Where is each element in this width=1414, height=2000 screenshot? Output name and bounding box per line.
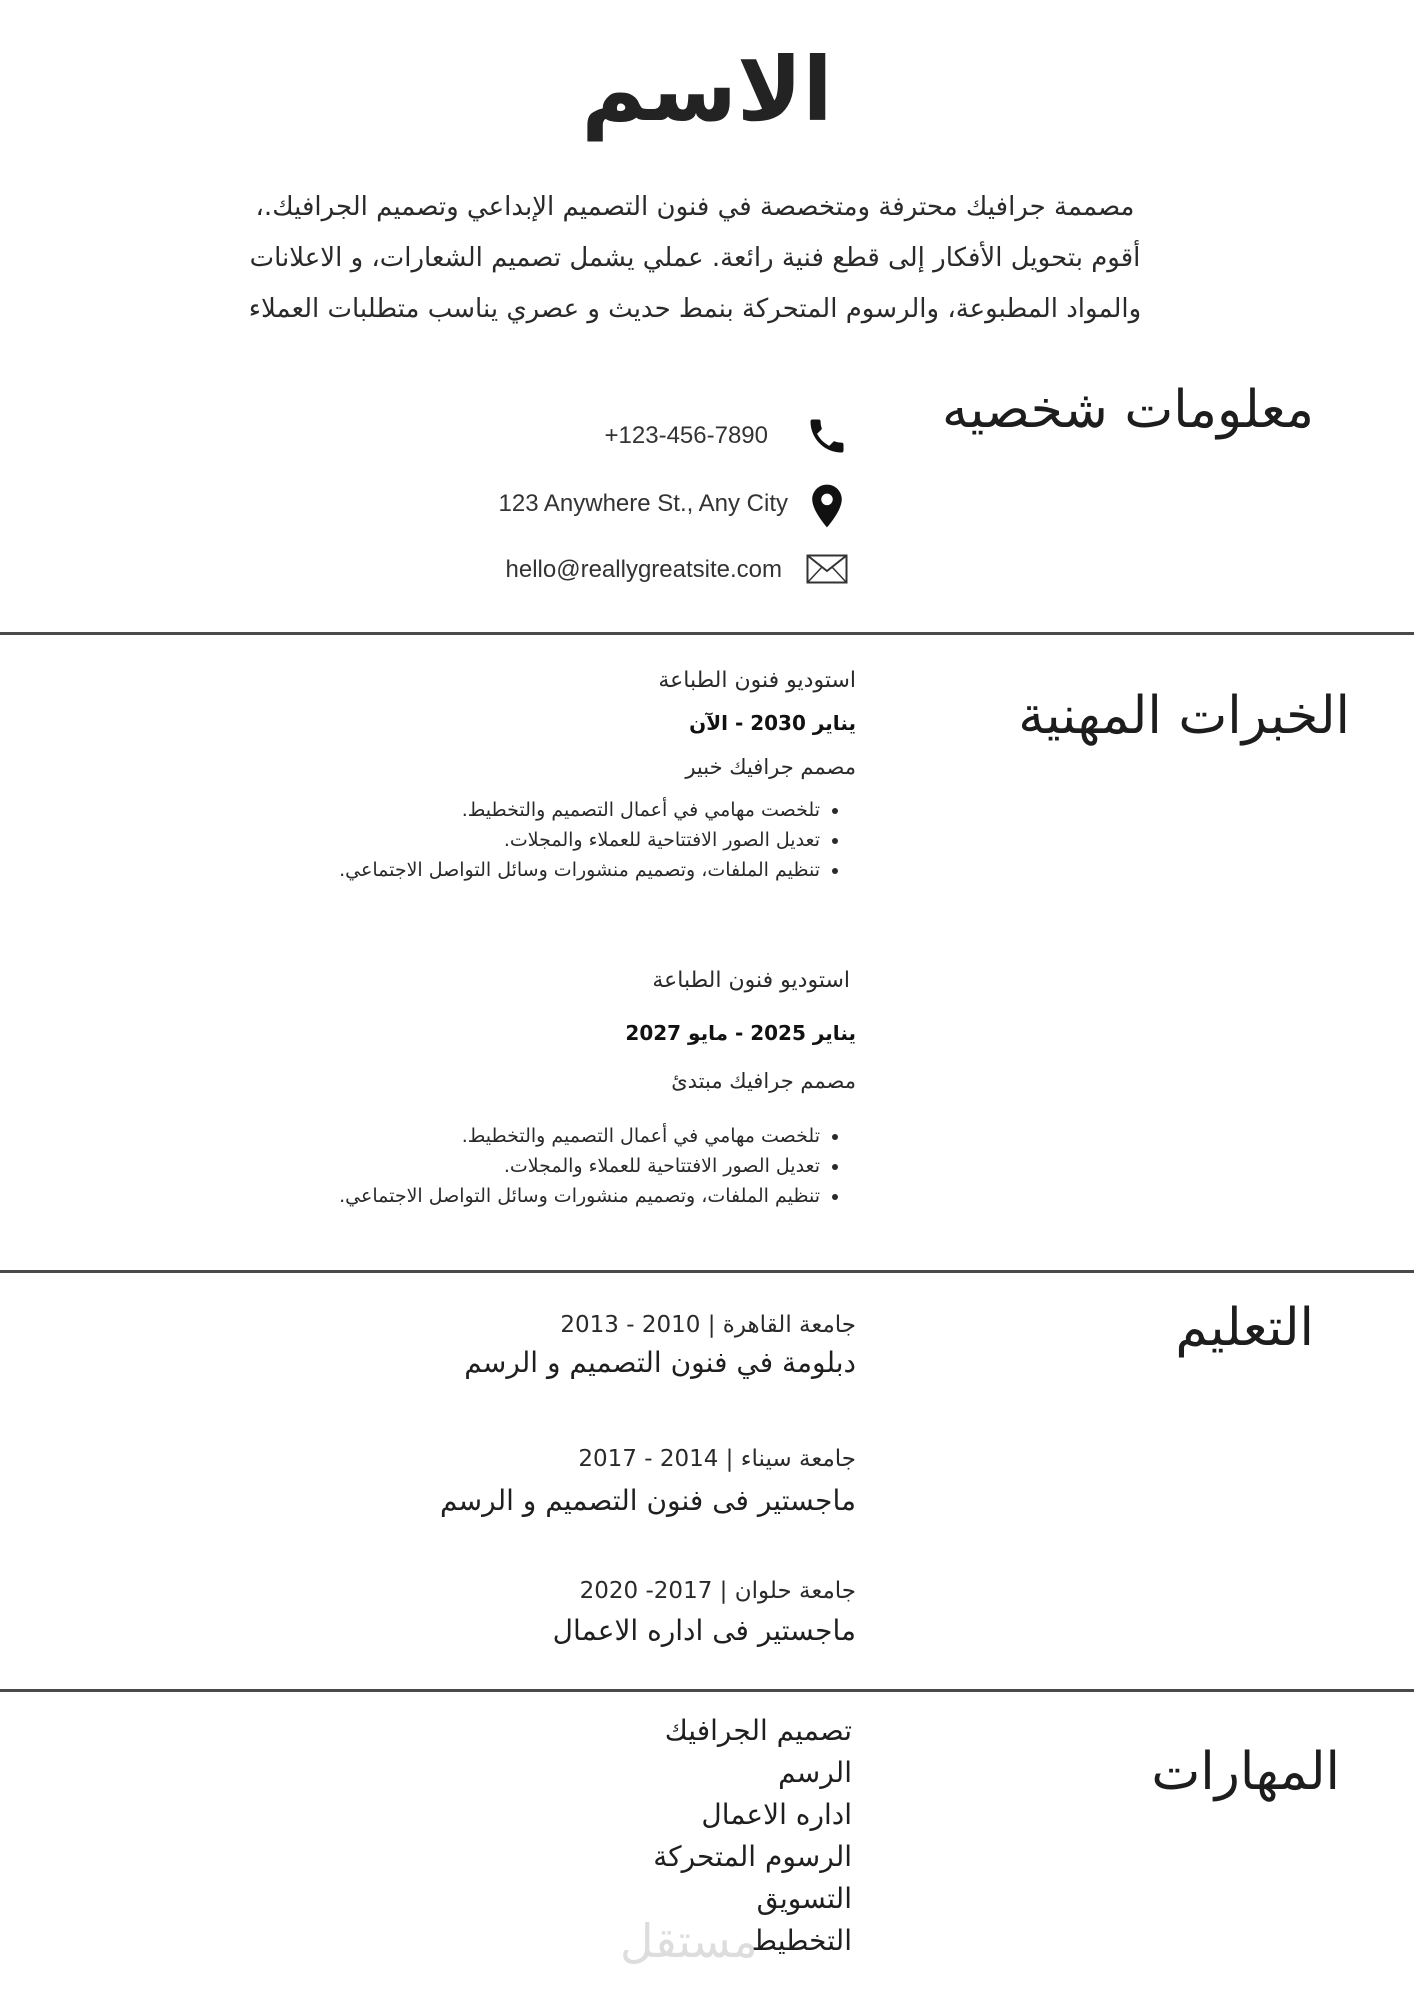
degree-title: دبلومة في فنون التصميم و الرسم	[464, 1346, 856, 1379]
school-and-years: جامعة حلوان | 2017- 2020	[579, 1578, 856, 1604]
company-name: استوديو فنون الطباعة	[652, 968, 850, 993]
phone-icon	[803, 412, 851, 460]
skill-item: الرسوم المتحركة	[653, 1840, 852, 1873]
skill-item: التخطيط	[751, 1924, 852, 1957]
bio-line: مصممة جرافيك محترفة ومتخصصة في فنون التصميم الإبداعي وتصميم الجرافيك.،	[255, 192, 1135, 222]
task-item: • تعديل الصور الافتتاحية للعملاء والمجلات.	[339, 825, 820, 855]
task-item: • تنظيم الملفات، وتصميم منشورات وسائل التواصل الاجتماعي.	[339, 855, 820, 885]
degree-title: ماجستير فى اداره الاعمال	[552, 1614, 856, 1647]
task-item: • تلخصت مهامي في أعمال التصميم والتخطيط.	[339, 1121, 820, 1151]
education-item	[553, 1578, 856, 1647]
bio-paragraph	[200, 182, 1190, 335]
bio-line: أقوم بتحويل الأفكار إلى قطع فنية رائعة. عملي يشمل تصميم الشعارات، و الاعلانات	[249, 243, 1141, 273]
degree-title: ماجستير فى فنون التصميم و الرسم	[440, 1484, 856, 1517]
skill-item: التسويق	[756, 1882, 852, 1915]
education-item	[440, 1446, 856, 1517]
location-pin-icon	[803, 482, 851, 530]
section-divider	[0, 1270, 1414, 1273]
experience-item	[339, 668, 856, 885]
job-dates: يناير 2030 - الآن	[689, 711, 856, 735]
task-list	[339, 1121, 856, 1211]
job-role: مصمم جرافيك خبير	[685, 755, 856, 779]
skill-item: تصميم الجرافيك	[664, 1714, 852, 1747]
skill-item: الرسم	[778, 1756, 852, 1789]
phone-number: +123-456-7890	[604, 422, 768, 449]
job-role: مصمم جرافيك مبتدئ	[671, 1069, 856, 1093]
school-and-years: جامعة سيناء | 2014 - 2017	[578, 1446, 856, 1472]
envelope-icon	[803, 545, 851, 593]
task-list	[339, 795, 856, 885]
company-name: استوديو فنون الطباعة	[658, 668, 856, 693]
task-item: • تلخصت مهامي في أعمال التصميم والتخطيط.	[339, 795, 820, 825]
experience-item	[339, 968, 856, 1211]
skills-heading: المهارات	[1151, 1742, 1340, 1802]
resume-name: الاسم	[581, 38, 833, 141]
bio-line: والمواد المطبوعة، والرسوم المتحركة بنمط حديث و عصري يناسب متطلبات العملاء	[248, 294, 1142, 324]
address: 123 Anywhere St., Any City	[498, 490, 788, 517]
watermark-logo: مستقل	[620, 1914, 758, 1968]
section-divider	[0, 1689, 1414, 1692]
section-divider	[0, 632, 1414, 635]
personal-info-heading: معلومات شخصيه	[942, 380, 1314, 440]
skill-item: اداره الاعمال	[701, 1798, 852, 1831]
task-item: • تعديل الصور الافتتاحية للعملاء والمجلات.	[339, 1151, 820, 1181]
job-dates: يناير 2025 - مايو 2027	[625, 1021, 856, 1045]
experience-heading: الخبرات المهنية	[1018, 686, 1350, 746]
task-item: • تنظيم الملفات، وتصميم منشورات وسائل التواصل الاجتماعي.	[339, 1181, 820, 1211]
education-item	[464, 1312, 856, 1379]
education-heading: التعليم	[1175, 1298, 1314, 1358]
email-address: hello@reallygreatsite.com	[505, 556, 782, 583]
school-and-years: جامعة القاهرة | 2010 - 2013	[560, 1312, 856, 1338]
